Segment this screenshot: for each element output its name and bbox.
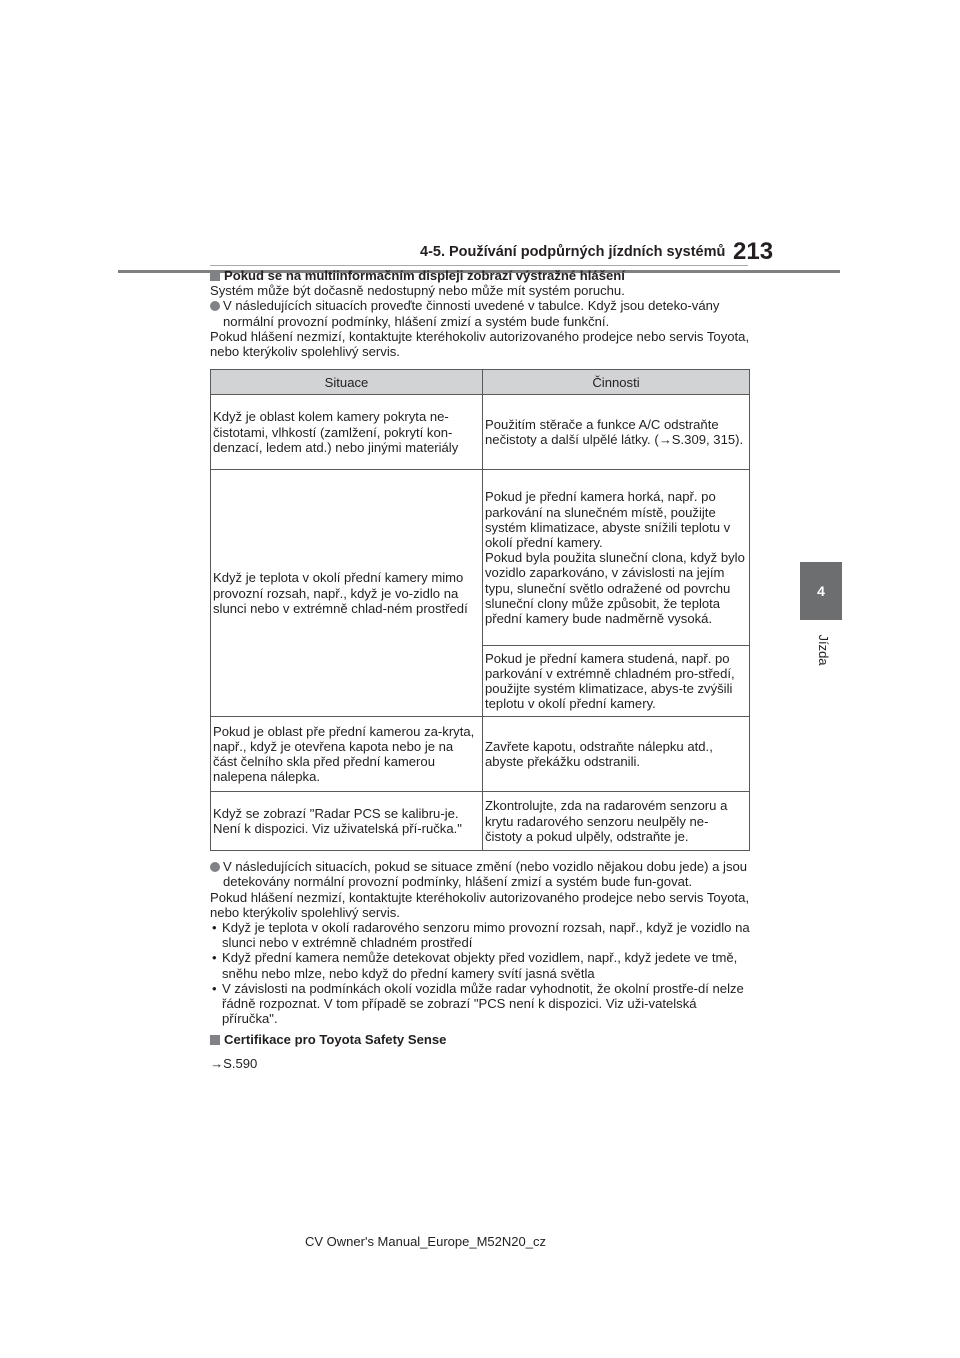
page-number: 213 [733,238,774,265]
table-header-row [211,370,750,395]
paragraph-text: Pokud hlášení nezmizí, kontaktujte kteréhokoliv autorizovaného prodejce nebo servis Toyota, nebo kterýkoliv spolehlivý servis. [210,889,750,920]
table-cell-action [483,470,750,646]
sub-bullet-marker: • [212,950,217,966]
table-header-situation: Situace [211,370,483,395]
section1-heading [210,268,755,283]
table-cell-action: Pokud je přední kamera studená, např. po parkování v extrémně chladném pro-středí, použijte systém klimatizace, abys-te zvýšili teplotu v okolí přední kamery. [483,646,750,717]
table-cell-action: Zavřete kapotu, odstraňte nálepku atd., abyste překážku odstranili. [483,717,750,792]
table-row [211,717,750,792]
table-cell-paragraph: Pokud byla použita sluneční clona, když bylo vozidlo zaparkováno, v závislosti na jejím typu, sluneční světlo odražené od povrchu sluneční clony může způsobit, že teplota přední kamery bude nadměrně vysoká. [485,550,745,626]
table-cell-action: Použitím stěrače a funkce A/C odstraňte nečistoty a další ulpělé látky. (→S.309, 315). [483,395,750,470]
table-cell-situation: Když je oblast kolem kamery pokryta ne-čistotami, vlhkostí (zamlžení, pokrytí kon-denzací, ledem atd.) nebo jinými materiály [211,395,483,470]
square-bullet-icon [210,271,220,281]
bullet1-text: V následujících situacích proveďte činnosti uvedené v tabulce. Když jsou deteko-vány normální provozní podmínky, hlášení zmizí a systém bude funkční. [223,298,720,329]
sub2-text: Když přední kamera nemůže detekovat objekty před vozidlem, např., když jedete ve tmě, sněhu nebo mlze, nebo když do přední kamery svítí jasná světla [222,950,738,981]
chapter-tab: 4 [800,562,842,620]
table-row [211,470,750,646]
table-cell-action: Zkontrolujte, zda na radarovém senzoru a krytu radarového senzoru neulpěly ne-čistoty a pokud ulpěly, odstraňte je. [483,792,750,851]
table-row [211,792,750,851]
table-cell-paragraph: Pokud je přední kamera horká, např. po parkování na slunečném místě, použijte systém klimatizace, abyste snížili teplotu v okolí přední kamery. [485,489,731,550]
sub3-text: V závislosti na podmínkách okolí vozidla může radar vyhodnotit, že okolní prostře-dí nelze řádně rozpoznat. V tom případě se zobrazí "PCS není k dispozici. Viz uži-vatelská příručka". [222,980,744,1027]
situation-table [210,369,750,851]
bullet-item [210,298,755,328]
section1-heading-text: Pokud se na multiinformačním displeji zobrazí výstražné hlášení [224,268,625,283]
circle-bullet-icon [210,862,220,872]
circle-bullet-icon [210,301,220,311]
sub-list-item [210,950,755,980]
bullet2-text: V následujících situacích, pokud se situace změní (nebo vozidlo nějakou dobu jede) a jsou detekovány normální provozní podmínky, hlášení zmizí a systém bude fun-govat. [223,859,748,890]
sub-bullet-marker: • [212,920,217,936]
main-content [210,268,755,1071]
intro-text: Systém může být dočasně nedostupný nebo může mít systém poruchu. [210,283,625,299]
cross-reference-link[interactable]: →S.590 [210,1055,258,1071]
sub1-text: Když je teplota v okolí radarového senzoru mimo provozní rozsah, např., když je vozidlo na slunci nebo v extrémně chladném prostředí [222,920,750,951]
chapter-label: Jízda [816,634,831,666]
square-bullet-icon [210,1035,220,1045]
table-cell-situation: Když je teplota v okolí přední kamery mimo provozní rozsah, např., když je vo-zidlo na slunci nebo v extrémně chlad-ném prostředí [211,470,483,717]
paragraph-text: Pokud hlášení nezmizí, kontaktujte kteréhokoliv autorizovaného prodejce nebo servis Toyota, nebo kterýkoliv spolehlivý servis. [210,328,750,360]
section2-heading [210,1032,755,1047]
section-title: 4-5. Používání podpůrných jízdních systémů [420,244,726,260]
table-header-action: Činnosti [483,370,750,395]
table-cell-situation: Pokud je oblast pře přední kamerou za-kryta, např., když je otevřena kapota nebo je na část čelního skla před přední kamerou nalepena nálepka. [211,717,483,792]
footer-text: CV Owner's Manual_Europe_M52N20_cz [305,1234,546,1249]
section2-heading-text: Certifikace pro Toyota Safety Sense [224,1032,447,1048]
table-row [211,395,750,470]
content-top-rule [210,265,748,266]
sub-bullet-marker: • [212,980,217,996]
bullet-item [210,859,755,889]
table-cell-situation: Když se zobrazí "Radar PCS se kalibru-je. Není k dispozici. Viz uživatelská pří-ručka." [211,792,483,851]
sub-list-item [210,981,755,1027]
sub-list-item [210,920,755,950]
